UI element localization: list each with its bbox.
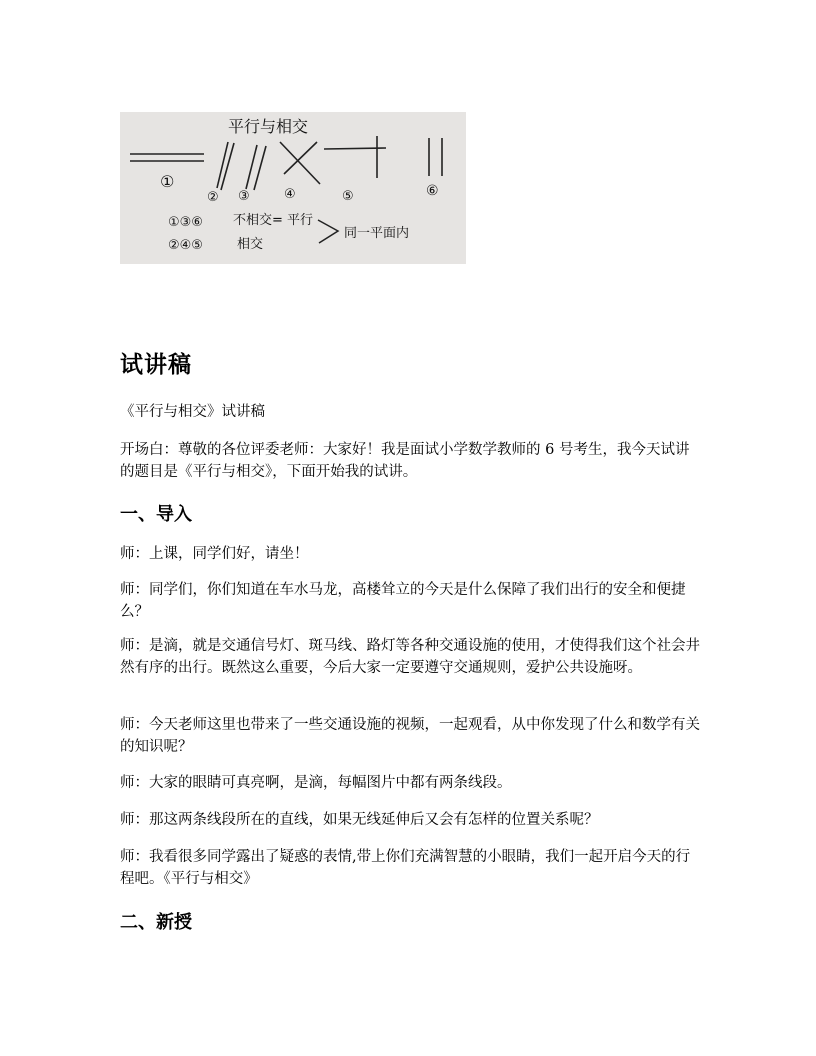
diagram-group1-label: 不相交= 平行 <box>233 213 314 228</box>
diagram-bracket-label: 同一平面内 <box>344 226 410 241</box>
paragraph: 师：我看很多同学露出了疑惑的表情,带上你们充满智慧的小眼睛，我们一起开启今天的行程吧。《平行与相交》 <box>120 849 691 887</box>
section-heading-intro: 一、导入 <box>120 504 192 525</box>
diagram-number: ④ <box>284 187 296 202</box>
paragraph: 师：上课，同学们好，请坐！ <box>120 546 309 562</box>
handwritten-diagram <box>120 112 466 264</box>
diagram-group2-numbers: ②④⑤ <box>168 238 203 253</box>
document-title: 试讲稿 <box>120 352 192 378</box>
bracket-mark <box>318 220 338 243</box>
paragraph: 师：同学们，你们知道在车水马龙，高楼耸立的今天是什么保障了我们出行的安全和便捷么？ <box>120 582 686 620</box>
diagram-title: 平行与相交 <box>228 117 309 136</box>
diagram-number: ③ <box>238 189 250 204</box>
diagram-number: ⑥ <box>426 183 439 199</box>
paragraph: 师：今天老师这里也带来了一些交通设施的视频，一起观看，从中你发现了什么和数学有关的知识呢？ <box>120 717 700 755</box>
section-heading-new-lesson: 二、新授 <box>120 912 192 933</box>
diagram-number: ⑤ <box>342 189 354 204</box>
paragraph: 师：是滴，就是交通信号灯、斑马线、路灯等各种交通设施的使用，才使得我们这个社会井然有序的出行。既然这么重要，今后大家一定要遵守交通规则，爱护公共设施呀。 <box>120 638 700 676</box>
opening-paragraph: 开场白：尊敬的各位评委老师：大家好！我是面试小学数学教师的 6 号考生，我今天试讲的题目是《平行与相交》，下面开始我的试讲。 <box>120 442 690 480</box>
diagram-number: ② <box>207 190 219 205</box>
diagram-group1-numbers: ①③⑥ <box>168 215 203 230</box>
diagram-group2-label: 相交 <box>237 237 264 252</box>
diagram-number: ① <box>160 172 175 191</box>
lesson-subtitle: 《平行与相交》试讲稿 <box>120 404 265 420</box>
paragraph: 师：大家的眼睛可真亮啊，是滴，每幅图片中都有两条线段。 <box>120 775 512 791</box>
paragraph: 师：那这两条线段所在的直线，如果无线延伸后又会有怎样的位置关系呢？ <box>120 812 599 828</box>
handwritten-diagram-photo <box>120 112 466 264</box>
